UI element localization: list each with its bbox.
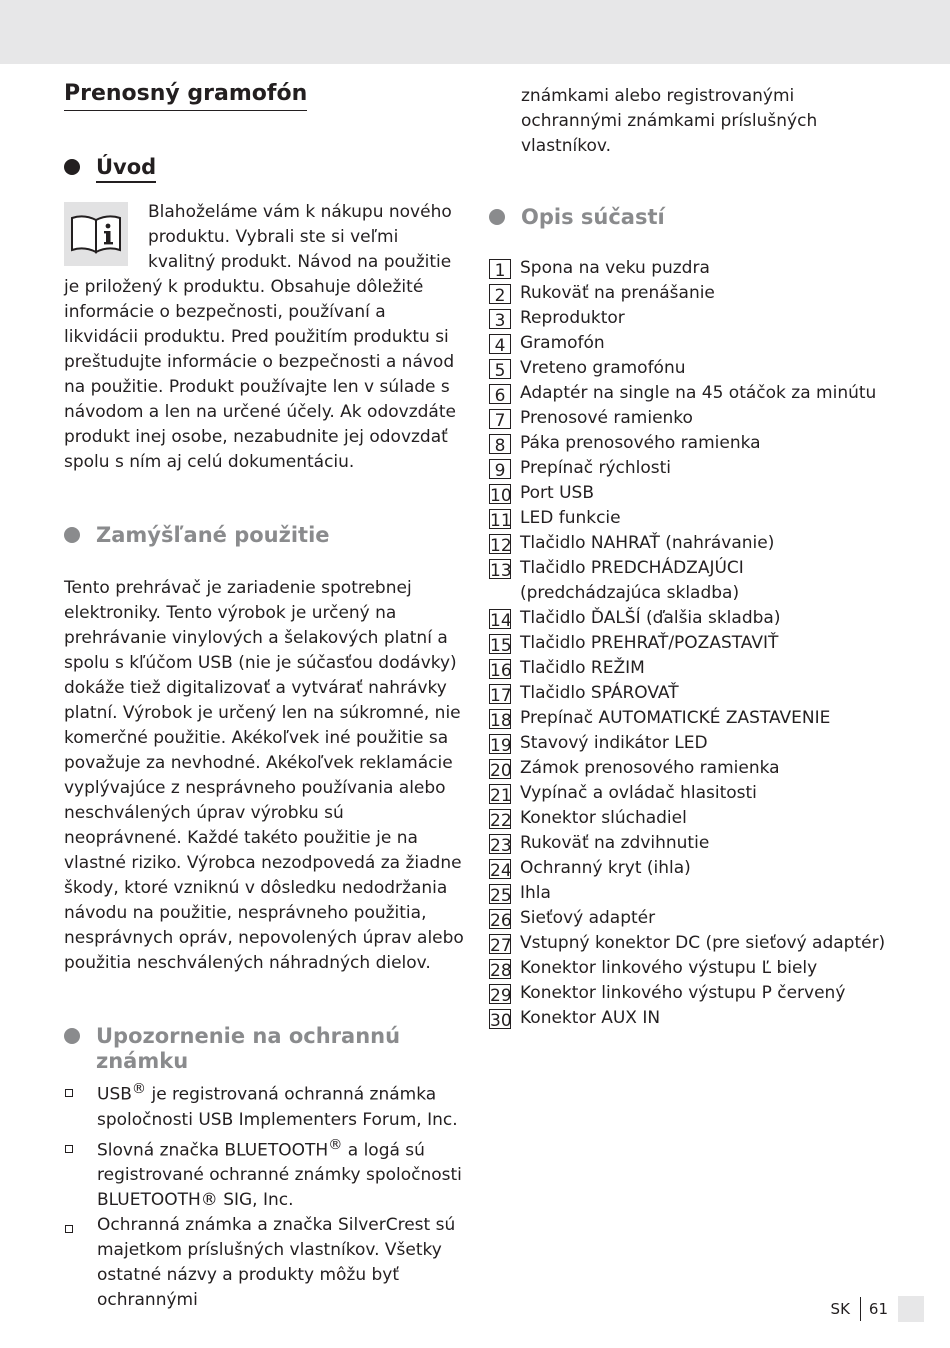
part-item — [489, 406, 889, 431]
part-number: 5 — [489, 359, 511, 379]
intended-use-heading-text: Zamýšľané použitie — [96, 523, 330, 547]
part-label: Rukoväť na prenášanie — [520, 283, 715, 303]
registered-mark: ® — [328, 1136, 343, 1153]
parts-heading — [489, 205, 889, 230]
trademark-text: USB — [97, 1084, 132, 1105]
part-number: 28 — [490, 961, 512, 981]
part-label: Prepínač rýchlosti — [520, 458, 672, 478]
part-number: 11 — [490, 511, 512, 531]
language-code: SK — [831, 1297, 861, 1321]
part-number: 30 — [490, 1011, 512, 1031]
part-item — [489, 706, 889, 731]
part-item — [489, 631, 889, 656]
part-label: Gramofón — [520, 333, 605, 353]
part-item — [489, 806, 889, 831]
part-label: Zámok prenosového ramienka — [520, 758, 780, 778]
part-item — [489, 681, 889, 706]
part-item — [489, 606, 889, 631]
part-item — [489, 281, 889, 306]
part-label: Tlačidlo SPÁROVAŤ — [520, 683, 679, 703]
part-number: 10 — [490, 486, 512, 506]
part-item — [489, 656, 889, 681]
part-number: 7 — [489, 409, 511, 429]
part-item — [489, 306, 889, 331]
part-item — [489, 381, 889, 406]
part-number: 4 — [489, 334, 511, 354]
part-label: Port USB — [520, 483, 595, 503]
part-label: Rukoväť na zdvihnutie — [520, 833, 710, 853]
part-number: 27 — [490, 936, 512, 956]
trademark-text: je registrovaná ochranná známka spoločnosti USB Implementers Forum, Inc. — [97, 1084, 458, 1130]
part-label: Spona na veku puzdra — [520, 258, 710, 278]
intro-paragraph: Blahoželáme vám k nákupu nového produktu. Vybrali ste si veľmi kvalitný produkt. Návod na použitie je priložený k produktu. Obsahuje dôležité informácie o bezpečnosti, používaní a likvidácii produktu. Pred použitím produktu si preštudujte informácie o bezpečnosti a návod na použitie. Produkt používajte len v súlade s návodom a len na určené účely. Ak odovzdáte produkt inej osobe, nezabudnite jej odovzdať spolu s ním aj celú dokumentáciu. — [64, 202, 456, 472]
part-item — [489, 356, 889, 381]
part-label: Konektor AUX IN — [520, 1008, 661, 1028]
part-label: LED funkcie — [520, 508, 621, 528]
part-item — [489, 481, 889, 506]
part-label: Prepínač AUTOMATICKÉ ZASTAVENIE — [520, 708, 831, 728]
right-column — [489, 84, 889, 1031]
intended-use-paragraph: Tento prehrávač je zariadenie spotrebnej elektroniky. Tento výrobok je určený na prehrávanie vinylových a šelakových platní a spolu s kľúčom USB (nie je súčasťou dodávky) dokáže tiež digitalizovať a vytvárať nahrávky platní. Výrobok je určený len na súkromné, nie komerčné použitie. Akékoľvek iné použitie sa považuje za nevhodné. Akékoľvek reklamácie vyplývajúce z nesprávneho používania alebo neschválených úprav výrobku sú neoprávnené. Každé takéto použitie je na vlastné riziko. Výrobca nezodpovedá za žiadne škody, ktoré vzniknú v dôsledku nedodržania návodu na použitie, nesprávneho použitia, nesprávnych opráv, nepovolených úprav alebo použitia neschválených náhradných dielov. — [64, 578, 464, 973]
trademark-list — [64, 1077, 464, 1313]
registered-mark: ® — [131, 1081, 147, 1097]
part-item — [489, 931, 889, 956]
part-item — [489, 856, 889, 881]
part-label: Tlačidlo ĎALŠÍ (ďalšia skladba) — [520, 608, 781, 628]
part-label: Vreteno gramofónu — [520, 358, 686, 378]
trademark-text: Ochranná známka a značka SilverCrest sú majetkom príslušných vlastníkov. Všetky ostatné názvy a produkty môžu byť ochrannými — [97, 1215, 456, 1311]
part-number: 22 — [490, 811, 512, 831]
section-bullet-icon — [64, 527, 80, 543]
part-number: 15 — [490, 636, 512, 656]
square-bullet-icon — [65, 1089, 73, 1097]
section-bullet-icon — [489, 209, 505, 225]
part-label: Adaptér na single na 45 otáčok za minútu — [520, 383, 877, 403]
part-label: Stavový indikátor LED — [520, 733, 708, 753]
part-item — [489, 756, 889, 781]
part-number: 19 — [490, 736, 512, 756]
part-number: 12 — [490, 536, 512, 556]
intro-heading — [64, 155, 464, 183]
part-label: Vypínač a ovládač hlasitosti — [520, 783, 757, 803]
document-title: Prenosný gramofón — [64, 80, 307, 111]
parts-list — [489, 256, 889, 1031]
part-label: Ihla — [520, 883, 551, 903]
parts-heading-text: Opis súčastí — [521, 205, 665, 229]
left-column — [64, 80, 464, 1313]
part-number: 21 — [490, 786, 512, 806]
part-number: 20 — [490, 761, 512, 781]
trademark-item — [64, 1133, 464, 1214]
part-item — [489, 531, 889, 556]
part-item — [489, 731, 889, 756]
part-item — [489, 331, 889, 356]
part-number: 18 — [490, 711, 512, 731]
part-item — [489, 431, 889, 456]
part-item — [489, 831, 889, 856]
part-label: Páka prenosového ramienka — [520, 433, 761, 453]
info-book-icon — [64, 202, 128, 266]
trademark-heading — [64, 1024, 464, 1074]
part-label: Sieťový adaptér — [520, 908, 656, 928]
part-label: Vstupný konektor DC (pre sieťový adaptér) — [520, 933, 886, 953]
trademark-item — [64, 1077, 464, 1133]
part-number: 2 — [489, 284, 511, 304]
part-number: 14 — [490, 611, 512, 631]
square-bullet-icon — [65, 1225, 73, 1233]
trademark-continuation: známkami alebo registrovanými ochrannými známkami príslušných vlastníkov. — [521, 86, 818, 156]
part-label: Konektor linkového výstupu P červený — [520, 983, 846, 1003]
part-number: 3 — [489, 309, 511, 329]
part-number: 16 — [490, 661, 512, 681]
page-tab-marker — [898, 1296, 924, 1322]
part-number: 17 — [490, 686, 512, 706]
part-item — [489, 981, 889, 1006]
part-number: 1 — [489, 259, 511, 279]
part-label: Tlačidlo PREHRAŤ/POZASTAVIŤ — [520, 633, 779, 653]
part-label: Konektor slúchadiel — [520, 808, 687, 828]
part-item — [489, 956, 889, 981]
part-label: Prenosové ramienko — [520, 408, 693, 428]
square-bullet-icon — [65, 1145, 73, 1153]
page-footer — [831, 1296, 924, 1322]
section-bullet-icon — [64, 159, 80, 175]
part-label: Tlačidlo NAHRAŤ (nahrávanie) — [520, 533, 775, 553]
part-item — [489, 781, 889, 806]
intended-use-heading — [64, 523, 464, 548]
page-number: 61 — [868, 1300, 888, 1318]
part-label: Tlačidlo PREDCHÁDZAJÚCI (predchádzajúca skladba) — [520, 558, 744, 603]
part-number: 25 — [490, 886, 512, 906]
trademark-text: Slovná značka BLUETOOTH — [97, 1140, 329, 1161]
part-number: 24 — [490, 861, 512, 881]
part-number: 6 — [489, 384, 511, 404]
part-label: Reproduktor — [520, 308, 625, 328]
trademark-item — [64, 1213, 464, 1313]
part-number: 23 — [490, 836, 512, 856]
part-number: 29 — [490, 986, 512, 1006]
part-number: 13 — [490, 561, 512, 581]
part-number: 9 — [489, 459, 511, 479]
part-label: Ochranný kryt (ihla) — [520, 858, 691, 878]
trademark-heading-text: Upozornenie na ochrannú známku — [96, 1024, 401, 1073]
part-label: Konektor linkového výstupu Ľ biely — [520, 958, 818, 978]
trademark-text: a logá sú registrované ochranné známky spoločnosti BLUETOOTH® SIG, Inc. — [97, 1140, 462, 1211]
part-item — [489, 881, 889, 906]
part-label: Tlačidlo REŽIM — [520, 658, 645, 678]
part-item — [489, 456, 889, 481]
part-number: 26 — [490, 911, 512, 931]
intro-heading-text: Úvod — [96, 155, 156, 183]
part-item — [489, 906, 889, 931]
section-bullet-icon — [64, 1028, 80, 1044]
part-number: 8 — [489, 434, 511, 454]
intro-block — [64, 200, 464, 475]
part-item — [489, 256, 889, 281]
top-bar — [0, 0, 950, 64]
part-item — [489, 1006, 889, 1031]
part-item — [489, 506, 889, 531]
part-item — [489, 556, 889, 606]
